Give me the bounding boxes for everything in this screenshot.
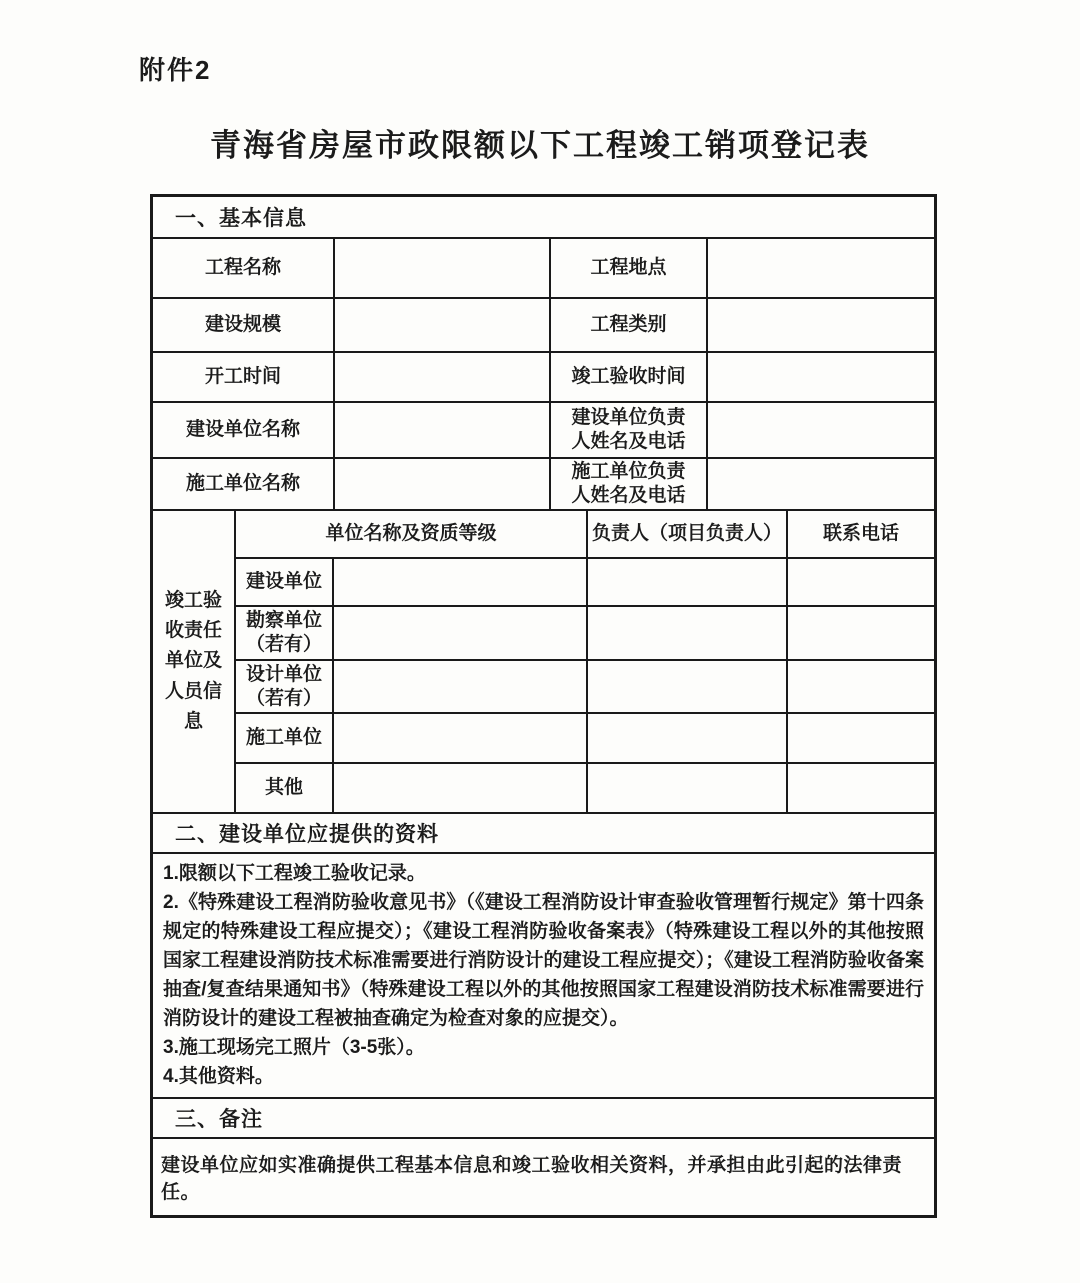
resp-phone-cell bbox=[786, 762, 934, 812]
responsibility-grid bbox=[234, 511, 934, 812]
resp-row-label: 施工单位 bbox=[236, 712, 332, 762]
attachment-label: 附件2 bbox=[139, 55, 212, 85]
section2-heading: 二、建设单位应提供的资料 bbox=[153, 812, 934, 854]
field-value-cell bbox=[333, 297, 549, 351]
basic-info-grid bbox=[153, 239, 934, 509]
material-item: 1.限额以下工程竣工验收记录。 bbox=[163, 863, 426, 884]
field-label: 建设规模 bbox=[153, 297, 333, 351]
resp-row-label: 勘察单位（若有） bbox=[236, 605, 332, 659]
column-header-person: 负责人（项目负责人） bbox=[586, 511, 786, 557]
field-value-cell bbox=[333, 351, 549, 401]
resp-person-cell bbox=[586, 659, 786, 712]
resp-person-cell bbox=[586, 762, 786, 812]
resp-unit-cell bbox=[332, 762, 586, 812]
resp-person-cell bbox=[586, 605, 786, 659]
field-label: 工程名称 bbox=[204, 257, 281, 279]
column-header-unit: 单位名称及资质等级 bbox=[325, 523, 497, 545]
field-label: 工程类别 bbox=[549, 297, 706, 351]
resp-phone-cell bbox=[786, 557, 934, 605]
field-label: 开工时间 bbox=[153, 351, 333, 401]
field-label: 工程地点 bbox=[549, 239, 706, 297]
section1-heading: 一、基本信息 bbox=[153, 197, 934, 239]
resp-row-label: 设计单位（若有） bbox=[236, 659, 332, 712]
material-item: 2.《特殊建设工程消防验收意见书》（《建设工程消防设计审查验收管理暂行规定》第十四条规定的特殊建设工程应提交）；《建设工程消防验收备案表》（特殊建设工程以外的其他按照国家工程建设消防技术标准需要进行消防设计的建设工程应提交）；《建设工程消防验收备案抽查/复查结果通知书》（特殊建设工程以外的其他按照国家工程建设消防技术标准需要进行消防设计的建设工程被抽查确定为检查对象的应提交）。 bbox=[163, 892, 924, 1029]
material-item: 3.施工现场完工照片（3-5张）。 bbox=[163, 1037, 425, 1058]
resp-phone-cell bbox=[786, 605, 934, 659]
resp-phone-cell bbox=[786, 659, 934, 712]
resp-unit-cell bbox=[332, 659, 586, 712]
field-value-cell bbox=[706, 401, 934, 457]
required-materials-list bbox=[153, 854, 934, 1097]
resp-phone-cell bbox=[786, 712, 934, 762]
section3-heading: 三、备注 bbox=[153, 1097, 934, 1139]
column-header-phone: 联系电话 bbox=[786, 511, 934, 557]
field-label: 施工单位负责人姓名及电话 bbox=[549, 457, 706, 509]
resp-unit-cell bbox=[332, 712, 586, 762]
field-label: 建设单位负责人姓名及电话 bbox=[549, 401, 706, 457]
resp-unit-cell bbox=[332, 605, 586, 659]
resp-person-cell bbox=[586, 557, 786, 605]
resp-row-label: 其他 bbox=[236, 762, 332, 812]
field-value-cell bbox=[706, 457, 934, 509]
responsibility-row-header: 竣工验收责任单位及人员信息 bbox=[164, 589, 222, 733]
page-title: 青海省房屋市政限额以下工程竣工销项登记表 bbox=[210, 128, 870, 163]
field-label: 施工单位名称 bbox=[153, 457, 333, 509]
field-value-cell bbox=[706, 351, 934, 401]
material-item: 4.其他资料。 bbox=[163, 1066, 274, 1087]
field-value-cell bbox=[706, 297, 934, 351]
field-value-cell bbox=[333, 239, 549, 297]
resp-unit-cell bbox=[332, 557, 586, 605]
field-label: 竣工验收时间 bbox=[549, 351, 706, 401]
registration-form-table bbox=[150, 194, 937, 1218]
resp-row-label: 建设单位 bbox=[236, 557, 332, 605]
field-value-cell bbox=[333, 401, 549, 457]
field-value-cell bbox=[706, 239, 934, 297]
remarks-note: 建设单位应如实准确提供工程基本信息和竣工验收相关资料，并承担由此引起的法律责任。 bbox=[161, 1155, 903, 1203]
field-value-cell bbox=[333, 457, 549, 509]
resp-person-cell bbox=[586, 712, 786, 762]
field-label: 建设单位名称 bbox=[153, 401, 333, 457]
responsibility-section bbox=[153, 509, 934, 812]
